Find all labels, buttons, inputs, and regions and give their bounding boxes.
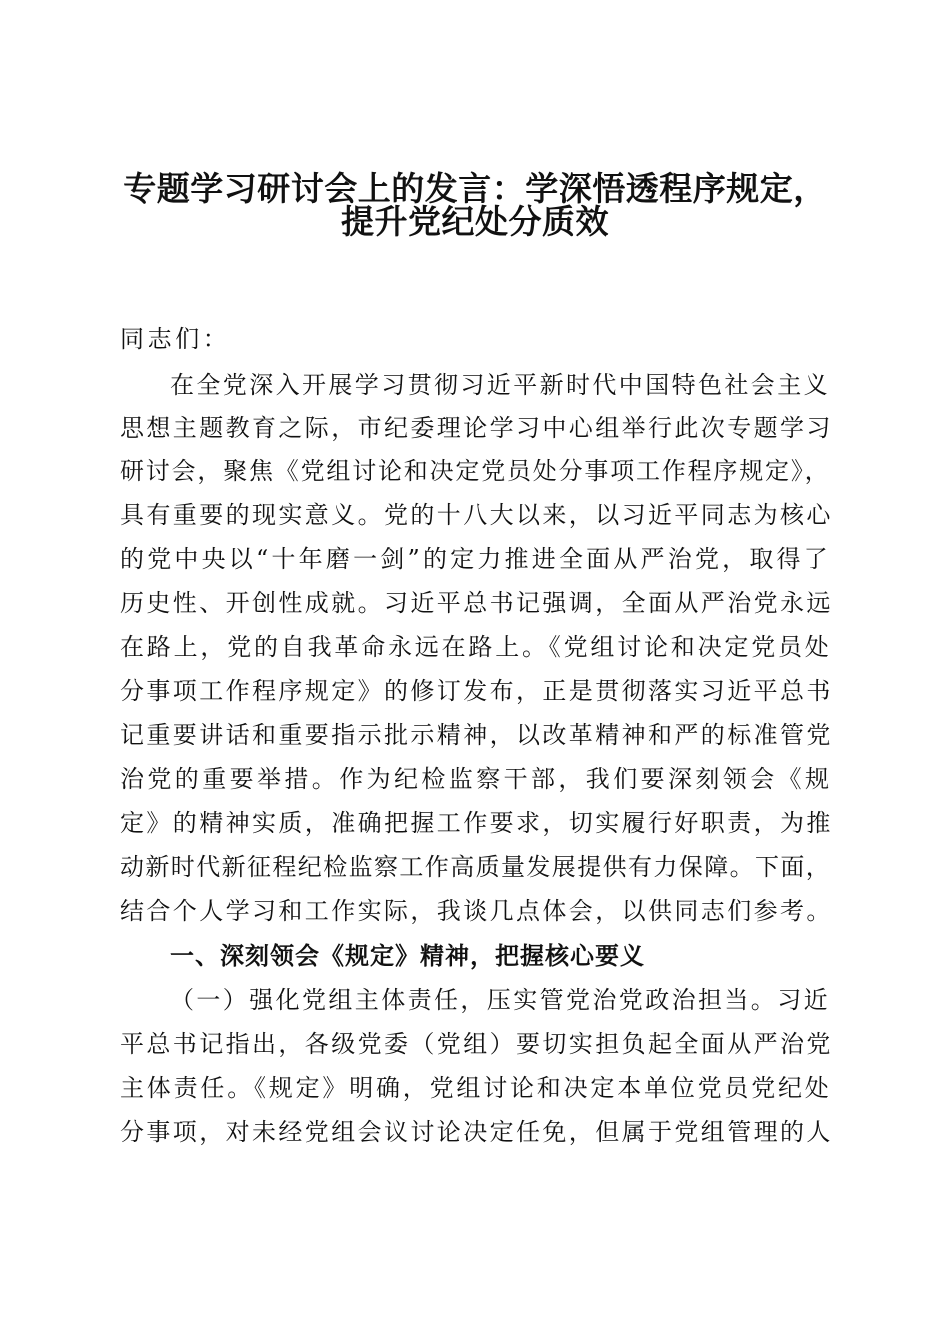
document-title-line-1: 专题学习研讨会上的发言：学深悟透程序规定， [123, 169, 827, 208]
intro-line: 历史性、开创性成就。习近平总书记强调，全面从严治党永远 [120, 589, 833, 617]
subsection-line: 平总书记指出，各级党委（党组）要切实担负起全面从严治党 [120, 1030, 833, 1058]
intro-line: 具有重要的现实意义。党的十八大以来，以习近平同志为核心 [120, 501, 833, 529]
intro-line: 动新时代新征程纪检监察工作高质量发展提供有力保障。下面， [120, 853, 832, 881]
subsection-line: 分事项，对未经党组会议讨论决定任免，但属于党组管理的人 [120, 1118, 833, 1146]
intro-line: 分事项工作程序规定》的修订发布，正是贯彻落实习近平总书 [120, 677, 833, 705]
intro-line: 的党中央以“十年磨一剑”的定力推进全面从严治党，取得了 [120, 545, 831, 573]
intro-line: 在路上，党的自我革命永远在路上。《党组讨论和决定党员处 [120, 633, 832, 661]
intro-line: 记重要讲话和重要指示批示精神，以改革精神和严的标准管党 [120, 721, 833, 749]
intro-line: 治党的重要举措。作为纪检监察干部，我们要深刻领会《规 [120, 765, 833, 793]
intro-line: 研讨会，聚焦《党组讨论和决定党员处分事项工作程序规定》， [120, 457, 831, 485]
intro-line: 结合个人学习和工作实际，我谈几点体会，以供同志们参考。 [120, 897, 833, 925]
intro-line: 定》的精神实质，准确把握工作要求，切实履行好职责，为推 [120, 809, 833, 837]
subsection-line: 主体责任。《规定》明确，党组讨论和决定本单位党员党纪处 [120, 1074, 832, 1102]
salutation: 同志们： [120, 325, 231, 353]
intro-line: 在全党深入开展学习贯彻习近平新时代中国特色社会主义 [170, 371, 830, 399]
document-title-line-2: 提升党纪处分质效 [341, 202, 609, 241]
subsection-line: （一）强化党组主体责任，压实管党治党政治担当。习近 [170, 986, 830, 1014]
intro-line: 思想主题教育之际，市纪委理论学习中心组举行此次专题学习 [120, 414, 833, 442]
section-heading: 一、深刻领会《规定》精神，把握核心要义 [170, 942, 645, 970]
